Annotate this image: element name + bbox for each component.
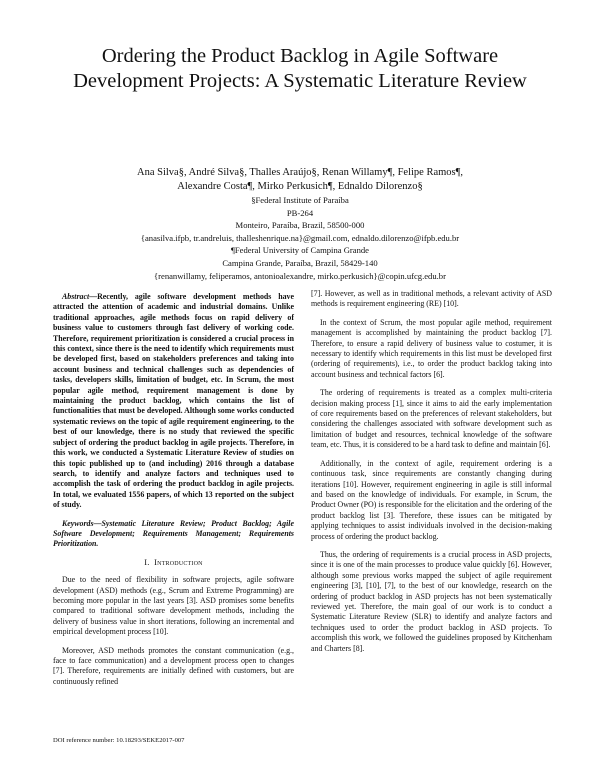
body-paragraph: In the context of Scrum, the most popular agile method, requirement management is accomplished by maintaining the product backlog [7]. Therefore, to ensure a rapid delivery of business value to costumer, it is necessary to identify which requirements in this list must be developed first (ordering of requirements), i.e., to order the product backlog taking into account business and technical factors [6]. [311, 317, 552, 379]
keywords [53, 519, 294, 550]
affiliation-line: §Federal Institute of Paraíba [251, 195, 349, 205]
section-title: Introduction [154, 557, 203, 567]
affiliations [70, 194, 530, 282]
abstract-text: —Recently, agile software development methods have attracted the attention of academic and industrial domains. Unlike traditional approaches, agile methods focus on rapid delivery of business value to customers through fast delivery of working code. Therefore, requirement prioritization is considered a crucial process in this context, since there is the need to identify which requirements must be developed first, based on stakeholders preferences and taking into account business and technical challenges such as dependencies of tasks, developers skills, limitation of budget, etc. In Scrum, the most popular agile method, requirement management is done by maintaining the product backlog, which contains the list of functionalities that must be developed. Although some works conducted systematic reviews on the topic of agile requirement engineering, to the best of our knowledge, there is no study that reviewed the specific subject of ordering the product backlog in agile projects. Therefore, in this work, we conducted a Systematic Literature Review of studies on this topic published up to (and including) 2016 through a database search, to identify and analyze factors and techniques used to accomplish the task of ordering the product backlog in agile projects. In total, we evaluated 1556 papers, of which 13 reported on the subject of study. [53, 292, 294, 510]
affiliation-line: Monteiro, Paraíba, Brazil, 58500-000 [235, 220, 365, 231]
body-paragraph: Additionally, in the context of agile, requirement ordering is a continuous task, since requirements are constantly changing during iterations [10]. However, requirement engineering in agile is still informal and based on the knowledge of individuals. For example, in Scrum, the Product Owner (PO) is responsible for the elicitation and the ordering of the product backlog list [3]. Therefore, these issues can be mitigated by applying techniques to assist individuals involved in the decision-making process of ordering the product backlog. [311, 458, 552, 541]
abstract-label: Abstract [62, 292, 90, 301]
right-column [311, 289, 552, 662]
section-numeral: I. [144, 557, 150, 567]
paper-title: Ordering the Product Backlog in Agile Software Development Projects: A Systematic Literature Review [73, 45, 527, 92]
affiliation-line: PB-264 [286, 207, 314, 218]
body-paragraph: Moreover, ASD methods promotes the constant communication (e.g., face to face communication) and a development process open to changes [7]. Therefore, requirements are initially defined with customers, but are continuously refined [53, 645, 294, 686]
keywords-label: Keywords [62, 518, 94, 528]
doi-footer: DOI reference number: 10.18293/SEKE2017-007 [53, 737, 185, 744]
author-line-2: Alexandre Costa¶, Mirko Perkusich¶, Ednaldo Dilorenzo§ [177, 181, 423, 192]
author-list [70, 166, 530, 194]
body-paragraph: Thus, the ordering of requirements is a crucial process in ASD projects, since it is one of the main processes to produce value quickly [6]. However, although some previous works mapped the subject of agile requirement engineering [3], [10], [7], to the best of our knowledge, research on the ordering of product backlog in ASD projects has not been systematically reviewed yet. Therefore, the main goal of our work is to conduct a Systematic Literature Review (SLR) to identify and analyze factors and techniques used to order the product backlog in ASD projects. To accomplish this work, we followed the guidelines proposed by Kitchenham and Charters [8]. [311, 549, 552, 653]
abstract [53, 292, 294, 511]
left-column [53, 292, 294, 695]
affiliation-email-line: {renanwillamy, feliperamos, antonioalexandre, mirko.perkusich}@copin.ufcg.edu.br [154, 270, 446, 281]
affiliation-line: Campina Grande, Paraíba, Brazil, 58429-140 [222, 257, 378, 268]
keywords-text: —Systematic Literature Review; Product Backlog; Agile Software Development; Requirements Management; Requirements Prioritization. [53, 518, 294, 549]
section-heading [53, 558, 294, 568]
body-paragraph: [7]. However, as well as in traditional methods, a relevant activity of ASD methods is requirement engineering (RE) [10]. [311, 289, 552, 309]
author-line-1: Ana Silva§, André Silva§, Thalles Araújo§, Renan Willamy¶, Felipe Ramos¶, [137, 167, 463, 178]
body-paragraph: Due to the need of flexibility in software projects, agile software development (ASD) methods (e.g., Scrum and Extreme Programming) are becoming more popular in the last years [3]. ASD promises some benefits compared to traditional software development methods, including the delivery of business value in short iterations, following an incremental and empirical development process [10]. [53, 575, 294, 637]
affiliation-email-line: {anasilva.ifpb, tr.andreluis, thalleshenrique.na}@gmail.com, ednaldo.dilorenzo@ifpb.edu.br [140, 232, 460, 243]
body-paragraph: The ordering of requirements is treated as a complex multi-criteria decision making process [1], since it aims to aid the early implementation of core requirements based on the preferences of relevant stakeholders, but considering the challenges associated with software development such as limitation of budget and resources, technical knowledge of the software team, etc. Thus, it is considered to be a hard task to define and maintain [6]. [311, 388, 552, 450]
affiliation-line: ¶Federal University of Campina Grande [230, 245, 369, 256]
